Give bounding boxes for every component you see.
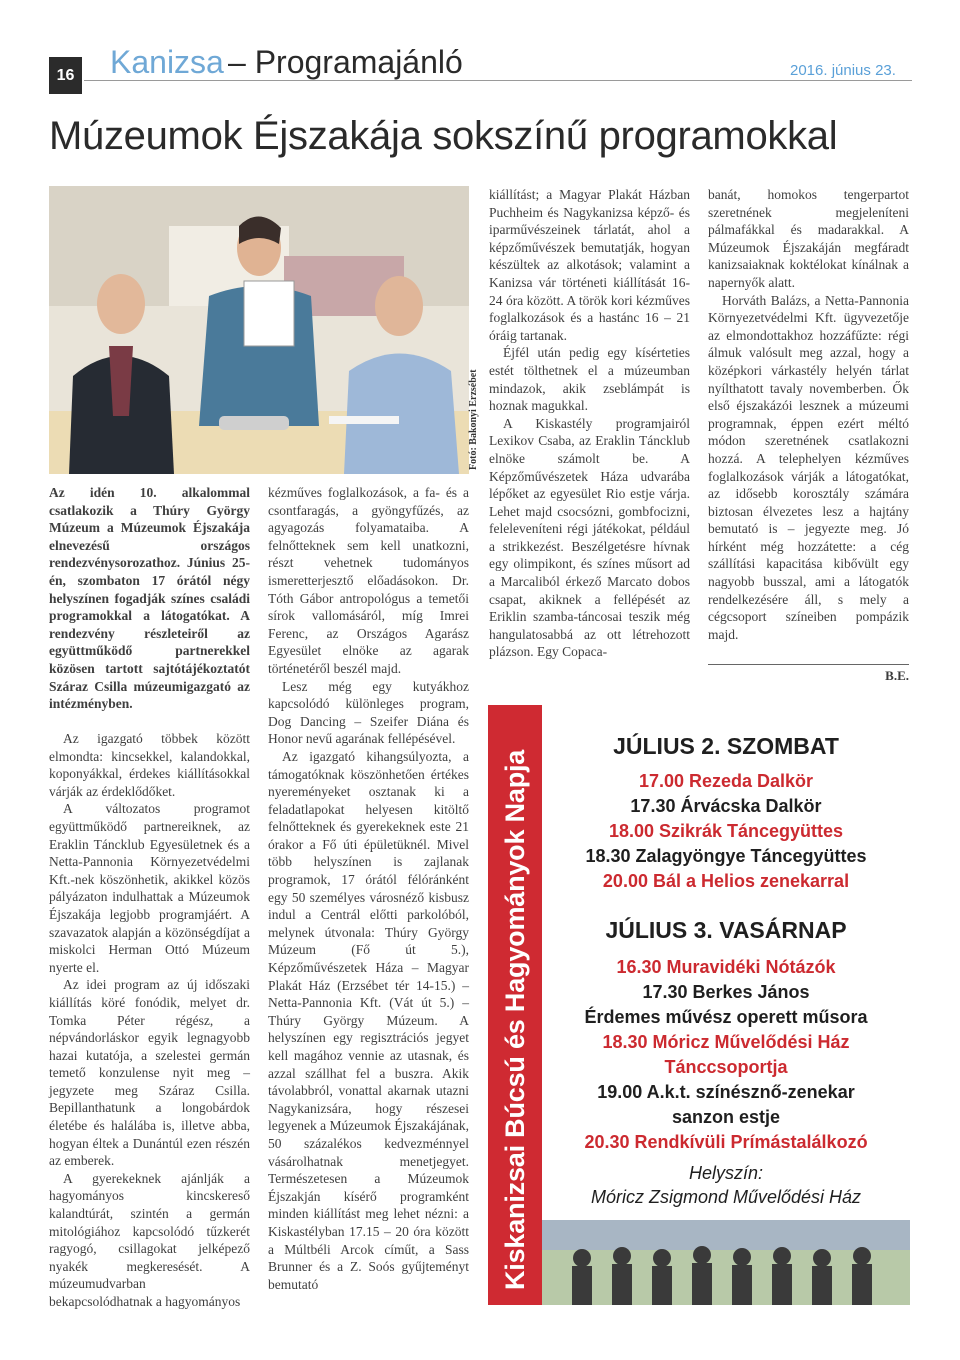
poster-group-photo: [542, 1220, 910, 1305]
article-lead: [49, 484, 250, 713]
paragraph: A gyerekeknek ajánlják a hagyományos kincskereső kalandtúrát, szintén a germán mitológiához kapcsolódó tűzkerét ragyogó, csillagokat jelképező nyakék megkeresését. A múzeumudvarban bekapcsolódhatnak a hagyományos: [49, 1170, 250, 1309]
poster-item: 18.30 Zalagyöngye Táncegyüttes: [585, 846, 867, 866]
author-signature: B.E.: [885, 668, 909, 683]
poster-item: Tánccsoportja: [664, 1057, 788, 1077]
poster-item: 18.30 Móricz Művelődési Ház: [602, 1032, 850, 1052]
paragraph: A változatos programot együttműködő partnereiknek, az Eraklin Táncklub Egyesületnek és a Netta-Pannonia Környezetvédelmi Kft.-nek köszönhetik, akikkel közös pályázaton indulhattak a Múzeumok Éjszakája legjobb programjáért. A szavazatok alapján a közönségdíjat a miskolci Herman Ottó Múzeum nyerte el.: [49, 801, 250, 975]
paragraph: Az igazgató kihangsúlyozta, a támogatóknak köszönhetően értékes nyereményeket osztanak ki a feladatlapokat helyesen kitöltő felnőtteknek és gyerekeknek este 21 órakor a Fő úti épületüknél. Mivel több helyszínen is zajlanak programok, 17 órától félóránként egy 50 személyes városnéző kisbusz indul a Centrál előtti parkolóból, melynek útvonala: Thúry György Múzeum (Fő út 5.), Képzőművészetek Háza – Magyar Plakát Ház (Erzsébet tér 14-15.) – Netta-Pannonia Kft. (Vát út 5.) – Thúry György Múzeum. A helyszínen egy regisztrációs jegyet kell magához vennie az utasnak, és azzal szállhat fel a buszra. Akik távolabbról, vonattal akarnak utazni Nagykanizsára, hogy részesei legyenek a Múzeumok Éjszakájának, 50 százalékos kedvezménnyel vásárolhatnak menetjegyet. Természetesen a Múzeumok Éjszakján kísérő programként minden kiállítást meg lehet nézni: a Kiskastélyban 17.15 – 20 óra között a Múltbéli Arcok címűt, a Sass Brunner és a Z. Soós gyűjteményt bemutató: [268, 748, 469, 1292]
poster-venue-label: Helyszín:: [688, 1163, 764, 1183]
page-number: 16: [49, 57, 82, 94]
issue-date: 2016. június 23.: [790, 62, 896, 79]
poster-band-title: Kiskanizsai Búcsú és Hagyományok Napja: [500, 749, 530, 1290]
poster-item: 17.30 Árvácska Dalkör: [630, 796, 822, 816]
paragraph: Az idei program az új időszaki kiállítás köré fonódik, melyet dr. Tomka Péter régész, a népvándorláskor egyik legnagyobb hazai kutatója, a szelestei germán temető konzulense nyit meg – jegyzete meg Száraz Csilla. Bepillanthatunk a longobárdok életébe és halálába is, illetve abba, hogyan éltek a Dunántúl ezen részén az emberek.: [49, 977, 250, 1169]
poster-item: 19.00 A.k.t. színésznő-zenekar: [597, 1082, 855, 1102]
paragraph: A Kiskastély programjairól Lexikov Csaba, az Eraklin Táncklub elnöke számolt be. A Képzőművészetek Háza udvarába lépőket az egyesület Rio estje várja. Lehet majd csocsózni, gombfocizni, feleleveníteni régi játékokat, például a strikkezést. Beszélgetésre hívnak egy olimpikont, és színes műsort ad a Marcaliból érkező Marcato dobos csapat, akiknek a fellépését az Eriklin szamba-táncosai teszik még hangulatosabbá az ott létrehozott plázson. Egy Copaca-: [489, 415, 690, 660]
paragraph: Az igazgató többek között elmondta: kincsekkel, kalandokkal, koponyákkal, érdekes kiállításokkal várják az érdeklődőket.: [49, 731, 250, 799]
paragraph: Horváth Balázs, a Netta-Pannonia Környezetvédelmi Kft. ügyvezetője az elmondottakhoz hozzáfűzte: régi álmuk valósult meg azzal, hogy a középkori várkastély helyén tárlat nyílthatott tavaly novemberben. Ők első éjszakázói lesznek a múzeumi programnak, éppen ezért méltó módon szeretnének csatlakozni hozzá. A telephelyen kézműves foglalkozások várják a látogatókat, az idősebb korosztály számára biztosan élvezetes lesz a hajtány bemutató is – jegyezte meg. Jó hírként még hozzátette: a cég szállítási kapacitása kibővült egy nagyobb busszal, ami a látogatók rendelkezésére áll, s mely a cégcsoport színeiben pompázik majd.: [708, 292, 909, 642]
photo-credit: Fotó: Bakonyi Erzsébet: [468, 369, 479, 470]
paragraph: Lesz még egy kutyákhoz kapcsolódó különleges program, Dog Dancing – Szeifer Diána és Honor nevű agarának fellépésével.: [268, 678, 469, 747]
poster-item: 16.30 Muravidéki Nótázók: [616, 957, 836, 977]
article-column-4: [708, 186, 909, 643]
poster-day-1: JÚLIUS 2. SZOMBAT: [613, 733, 839, 759]
event-poster: [488, 705, 910, 1305]
paragraph: Éjfél után pedig egy kísérteties estét tölthetnek el a múzeumban mindazok, akik zseblámpát is hoznak magukkal.: [489, 345, 690, 414]
poster-item: 17.00 Rezeda Dalkör: [638, 771, 814, 791]
poster-item: 20.30 Rendkívüli Prímástalálkozó: [584, 1132, 868, 1152]
press-conference-photo: [49, 186, 469, 474]
paragraph: kiállítást; a Magyar Plakát Házban Puchheim és Nagykanizsa képző- és iparművészeinek tárlatát, ahol a képzőművészek bemutatják, hogyan készültek az alkotások; valamint a Kanizsa vár történeti kiállítását 16-24 óra között. A török kori kézműves foglalkozások és a hastánc 16 – 21 óráig tartanak.: [489, 187, 690, 343]
paragraph: banát, homokos tengerpartot szeretnének megjeleníteni pálmafákkal és madarakkal. A Múzeumok Éjszakáján megfáradt kanizsaiaknak koktélokat kínálnak a napernyők alatt.: [708, 187, 909, 290]
poster-item: 20.00 Bál a Helios zenekarral: [602, 871, 850, 891]
article-title: Múzeumok Éjszakája sokszínű programokkal: [49, 114, 838, 158]
poster-item: sanzon estje: [671, 1107, 781, 1127]
poster-item: 17.30 Berkes János: [642, 982, 810, 1002]
section-title-programajanlo: – Programajánló: [228, 44, 463, 80]
signature-rule: [708, 664, 909, 665]
poster-venue: Móricz Zsigmond Művelődési Ház: [590, 1187, 862, 1207]
poster-item: Érdemes művész operett műsora: [584, 1007, 868, 1027]
lead-paragraph: Az idén 10. alkalommal csatlakozik a Thúry György Múzeum a Múzeumok Éjszakája elnevezésű országos rendezvénysorozathoz. Június 25-én, szombaton 17 órától négy helyszínen fogadják színes családi programokkal a látogatókat. A rendezvény részleteiről az együttműködő partnerekkel közösen tartott sajtótájékoztatót Száraz Csilla múzeumigazgató az intézményben.: [49, 485, 250, 712]
article-column-2: [268, 484, 469, 1293]
poster-item: 18.00 Szikrák Táncegyüttes: [608, 821, 844, 841]
poster-side-band: [488, 705, 542, 1305]
section-title-kanizsa: Kanizsa: [110, 44, 224, 80]
article-column-3: [489, 186, 690, 661]
paragraph: kézműves foglalkozások, a fa- és a csontfaragás, a gyöngyfűzés, az agyagozás folyamataiba. A felnőtteknek sem kell unatkozni, részt vehetnek tudományos ismeretterjesztő előadásokon. Dr. Tóth Gábor antropológus a temetői sírok vallomásáról, míg Imrei Ferenc, az Országos Agarász Egyesület elnöke az agarak történetéről beszél majd.: [268, 485, 469, 676]
poster-day-2: JÚLIUS 3. VASÁRNAP: [605, 917, 847, 943]
article-column-1: [49, 730, 250, 1311]
